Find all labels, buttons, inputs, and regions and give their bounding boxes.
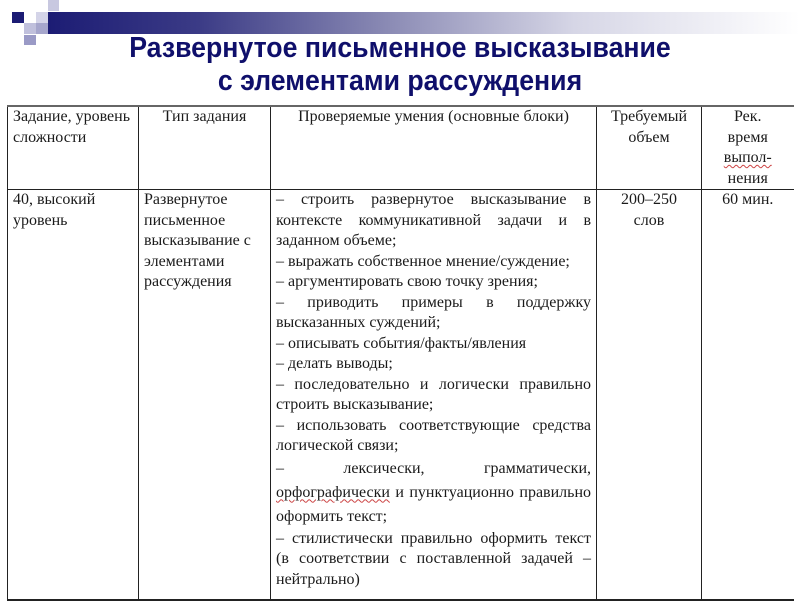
skill-text: и пунктуационно правильно оформить текст; bbox=[276, 483, 592, 525]
task-table bbox=[7, 105, 794, 601]
deco-square-light bbox=[48, 0, 59, 11]
skill-item: – выражать собственное мнение/суждение; bbox=[276, 252, 570, 270]
deco-square-dark bbox=[12, 12, 24, 23]
header-time-line-1: Рек. bbox=[733, 108, 762, 125]
header-gradient-bar bbox=[48, 12, 800, 34]
volume-unit: слов bbox=[633, 211, 665, 229]
skill-item bbox=[276, 457, 591, 529]
skill-text-misspelled: орфографически bbox=[276, 483, 390, 501]
header-task-type: Тип задания bbox=[139, 106, 271, 190]
header-task-level: Задание, уровень сложности bbox=[8, 106, 139, 190]
header-time bbox=[702, 106, 794, 190]
skill-item: – приводить примеры в поддержку высказанных суждений; bbox=[276, 293, 591, 331]
skill-text: – лексически, грамматически, bbox=[276, 459, 591, 477]
header-volume: Требуемый объем bbox=[597, 106, 702, 190]
header-time-line-3: выпол- bbox=[723, 149, 772, 166]
skill-item: – описывать события/факты/явления bbox=[276, 334, 527, 352]
cell-skills bbox=[271, 190, 597, 600]
cell-time: 60 мин. bbox=[702, 190, 794, 600]
volume-value: 200–250 bbox=[621, 191, 677, 208]
header-time-line-2: время bbox=[727, 128, 768, 146]
title-line-2: с элементами рассуждения bbox=[217, 65, 583, 97]
skill-item: – аргументировать свою точку зрения; bbox=[276, 273, 538, 290]
cell-task-type: Развернутое письменное высказывание с элементами рассуждения bbox=[139, 190, 271, 600]
header-skills: Проверяемые умения (основные блоки) bbox=[271, 106, 597, 190]
skill-item: – использовать соответствующие средства логической связи; bbox=[276, 416, 591, 454]
slide-title bbox=[32, 32, 768, 98]
skills-list bbox=[276, 190, 591, 590]
skill-item: – стилистически правильно оформить текст (в соответствии с поставленной задачей – нейтрально) bbox=[276, 529, 591, 588]
skill-item: – последовательно и логически правильно строить высказывание; bbox=[276, 375, 591, 413]
deco-square-light bbox=[36, 12, 48, 23]
table-header-row bbox=[8, 106, 794, 190]
skill-item: – строить развернутое высказывание в контексте коммуникативной задачи и в заданном объеме; bbox=[276, 191, 591, 249]
cell-task-level: 40, высокий уровень bbox=[8, 190, 139, 600]
header-time-line-4: нения bbox=[727, 169, 768, 187]
title-line-1: Развернутое письменное высказывание bbox=[129, 32, 671, 64]
skill-item: – делать выводы; bbox=[276, 355, 393, 372]
cell-volume bbox=[597, 190, 702, 600]
table-row bbox=[8, 190, 794, 600]
